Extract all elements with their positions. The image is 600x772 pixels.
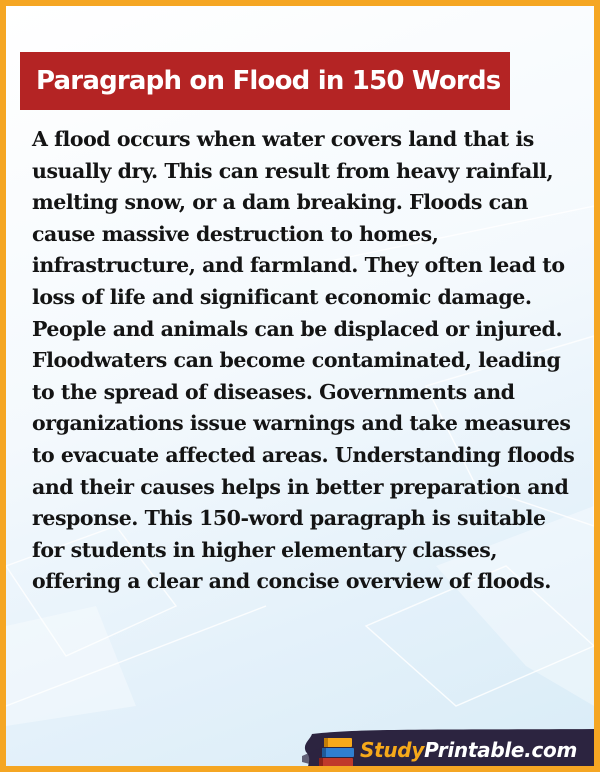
title-banner [20,52,510,110]
brand-name-study: Study [360,738,425,762]
page-title: Paragraph on Flood in 150 Words [36,66,501,96]
brand-name-printable: Printable.com [424,738,577,762]
flood-paragraph: A flood occurs when water covers land that is usually dry. This can result from heavy rainfall, melting snow, or a dam breaking. Floods can cause massive destruction to homes, infrastructure, and farmland. They often lead to loss of life and significant economic damage. People and animals can be displaced or injured. Floodwaters can become contaminated, leading to the spread of diseases. Governments and organizations issue warnings and take measures to evacuate affected areas. Understanding floods and their causes helps in better preparation and response. This 150-word paragraph is suitable for students in higher elementary classes, offering a clear and concise overview of floods. [32,127,575,594]
brand-logo [302,726,600,772]
books-icon [316,735,358,769]
brand-name [360,738,577,762]
